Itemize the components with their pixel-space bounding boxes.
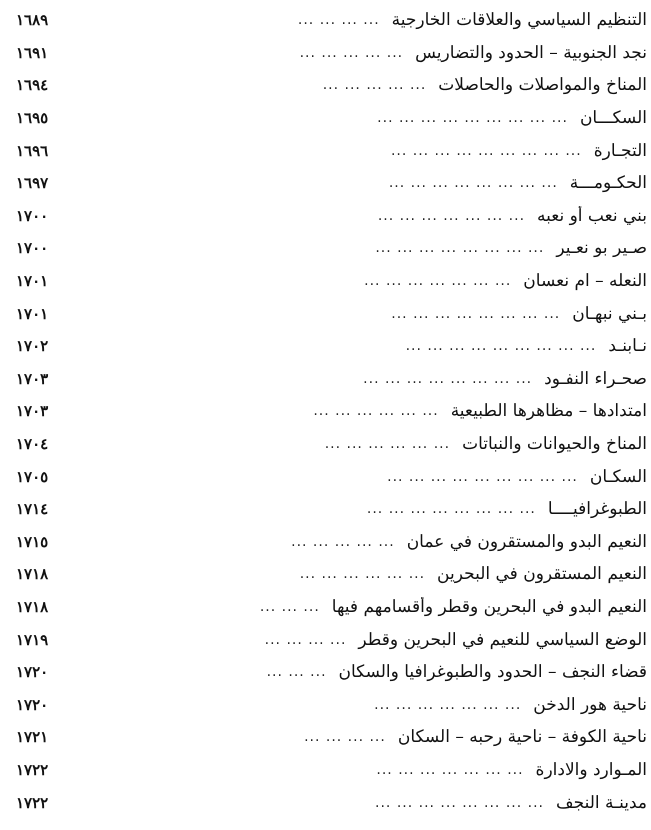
entry-title-text: النعيم البدو والمستقرون في عمان <box>406 531 647 552</box>
entry-title-text: نـابنـد <box>608 336 647 357</box>
toc-entry <box>16 428 647 461</box>
toc-entry <box>16 102 647 135</box>
toc-entry <box>16 167 647 200</box>
entry-title-text: النعيم البدو في البحرين وقطر وأقسامهم فيها <box>331 596 647 617</box>
entry-title-text: امتدادها – مظاهرها الطبيعية <box>450 401 647 422</box>
entry-title-text: صحـراء النفـود <box>544 368 647 389</box>
entry-title-text: النعيم المستقرون في البحرين <box>437 564 647 585</box>
toc-entry <box>16 363 647 396</box>
page-number: ١٧٠١ <box>16 304 49 323</box>
toc-entry <box>16 297 647 330</box>
entry-title <box>64 467 647 487</box>
entry-title-text: صـير بو نعـير <box>556 238 647 259</box>
entry-title <box>64 499 647 519</box>
page-number: ١٧١٨ <box>16 565 49 584</box>
page-number: ١٦٩٥ <box>16 109 49 128</box>
entry-title <box>64 564 647 584</box>
dot-leader: ... ... ... <box>259 598 320 615</box>
dot-leader: ... ... ... ... ... ... <box>313 403 439 420</box>
toc-entry <box>16 69 647 102</box>
dot-leader: ... ... ... ... ... ... ... ... ... <box>387 468 578 485</box>
page-number: ١٧٢٠ <box>16 695 49 714</box>
page-number: ١٧٢٠ <box>16 663 49 682</box>
entry-title <box>64 662 647 682</box>
page-number: ١٦٩٦ <box>16 141 49 160</box>
toc-entry <box>16 265 647 298</box>
entry-title-text: ناحية الكوفة – ناحية رحبه – السكان <box>397 727 647 748</box>
dot-leader: ... ... ... <box>266 664 327 681</box>
entry-title-text: النعله – ام نعسان <box>523 271 647 292</box>
page-number: ١٧١٩ <box>16 630 49 649</box>
page-number: ١٧٠٣ <box>16 369 49 388</box>
dot-leader: ... ... ... ... <box>304 729 386 746</box>
dot-leader: ... ... ... ... ... ... <box>299 566 426 583</box>
entry-title-text: الحكـومـــة <box>569 173 647 194</box>
dot-leader: ... ... ... ... ... ... ... <box>374 696 522 713</box>
page-number: ١٦٩٤ <box>16 76 49 95</box>
dot-leader: ... ... ... ... ... <box>299 44 404 61</box>
entry-title <box>64 434 647 454</box>
page-number: ١٧٠٥ <box>16 467 49 486</box>
entry-title <box>64 793 647 813</box>
toc-entry <box>16 526 647 559</box>
toc-entry <box>16 232 647 265</box>
entry-title-text: التجـارة <box>593 140 647 161</box>
page-number: ١٧٠٣ <box>16 402 49 421</box>
dot-leader: ... ... ... ... ... ... ... ... ... <box>405 338 597 355</box>
entry-title <box>64 695 647 715</box>
page-number: ١٧٢٢ <box>16 760 49 779</box>
entry-title <box>64 304 647 324</box>
entry-title <box>64 75 647 95</box>
page-number: ١٧٠٢ <box>16 337 49 356</box>
toc-entry <box>16 786 647 819</box>
entry-title <box>64 727 647 747</box>
page-number: ١٧٠٤ <box>16 435 49 454</box>
entry-title <box>64 141 647 161</box>
entry-title <box>64 173 647 193</box>
toc-entry <box>16 4 647 37</box>
entry-title <box>64 238 647 258</box>
entry-title-text: ناحية هور الدخن <box>533 694 647 715</box>
page-number: ١٧٢٢ <box>16 793 49 812</box>
toc-entry <box>16 688 647 721</box>
entry-title <box>64 271 647 291</box>
dot-leader: ... ... ... ... ... ... ... ... <box>375 794 544 811</box>
entry-title-text: المـوارد والادارة <box>535 759 647 780</box>
toc-entry <box>16 493 647 526</box>
dot-leader: ... ... ... ... ... ... ... <box>377 207 526 224</box>
dot-leader: ... ... ... ... ... ... ... <box>364 273 512 290</box>
dot-leader: ... ... ... ... ... ... <box>324 436 451 453</box>
entry-title <box>64 108 647 128</box>
dot-leader: ... ... ... ... ... ... ... ... <box>363 370 533 387</box>
dot-leader: ... ... ... ... ... <box>291 533 395 550</box>
entry-title-text: مدينـة النجف <box>556 792 647 813</box>
entry-title-text: قضاء النجف – الحدود والطبوغرافيا والسكان <box>338 662 647 683</box>
entry-title <box>64 760 647 780</box>
entry-title-text: السكـــان <box>579 108 647 129</box>
toc-entry <box>16 330 647 363</box>
dot-leader: ... ... ... ... ... ... ... ... <box>391 305 561 322</box>
toc-entry <box>16 656 647 689</box>
dot-leader: ... ... ... ... ... ... ... ... <box>366 501 536 518</box>
toc-entry <box>16 558 647 591</box>
page-number: ١٧٠١ <box>16 272 49 291</box>
entry-title <box>64 630 647 650</box>
page-number: ١٧١٤ <box>16 500 49 519</box>
table-of-contents <box>16 4 647 819</box>
entry-title <box>64 10 647 30</box>
toc-entry <box>16 37 647 70</box>
toc-entry <box>16 460 647 493</box>
entry-title-text: التنظيم السياسي والعلاقات الخارجية <box>391 10 647 31</box>
dot-leader: ... ... ... ... <box>297 12 380 29</box>
page-number: ١٦٩٧ <box>16 174 49 193</box>
entry-title <box>64 206 647 226</box>
page-number: ١٦٨٩ <box>16 11 49 30</box>
dot-leader: ... ... ... ... ... ... ... <box>376 761 524 778</box>
entry-title-text: السكـان <box>589 466 647 487</box>
page-number: ١٧١٥ <box>16 532 49 551</box>
toc-entry <box>16 623 647 656</box>
toc-entry <box>16 721 647 754</box>
entry-title <box>64 336 647 356</box>
page-number: ١٧٢١ <box>16 728 49 747</box>
entry-title <box>64 369 647 389</box>
toc-entry <box>16 395 647 428</box>
dot-leader: ... ... ... ... ... <box>322 77 427 94</box>
entry-title-text: الوضع السياسي للنعيم في البحرين وقطر <box>358 629 647 650</box>
entry-title-text: الطبوغرافيــــا <box>547 499 647 520</box>
entry-title <box>64 597 647 617</box>
entry-title <box>64 401 647 421</box>
toc-entry <box>16 754 647 787</box>
entry-title <box>64 532 647 552</box>
entry-title <box>64 43 647 63</box>
dot-leader: ... ... ... ... ... ... ... ... ... <box>377 110 568 127</box>
page-number: ١٧٠٠ <box>16 206 49 225</box>
page-number: ١٦٩١ <box>16 43 49 62</box>
entry-title-text: بني نعب أو نعبه <box>537 205 647 226</box>
entry-title-text: نجد الجنوبية – الحدود والتضاريس <box>415 42 647 63</box>
dot-leader: ... ... ... ... ... ... ... ... <box>388 175 558 192</box>
dot-leader: ... ... ... ... <box>264 631 347 648</box>
entry-title-text: المناخ والمواصلات والحاصلات <box>438 75 647 96</box>
toc-entry <box>16 591 647 624</box>
page-number: ١٧١٨ <box>16 597 49 616</box>
entry-title-text: بـني نبهـان <box>572 303 647 324</box>
page-number: ١٧٠٠ <box>16 239 49 258</box>
entry-title-text: المناخ والحيوانات والنباتات <box>462 434 647 455</box>
toc-entry <box>16 134 647 167</box>
toc-entry <box>16 200 647 233</box>
dot-leader: ... ... ... ... ... ... ... ... ... <box>390 142 582 159</box>
dot-leader: ... ... ... ... ... ... ... ... <box>375 240 545 257</box>
